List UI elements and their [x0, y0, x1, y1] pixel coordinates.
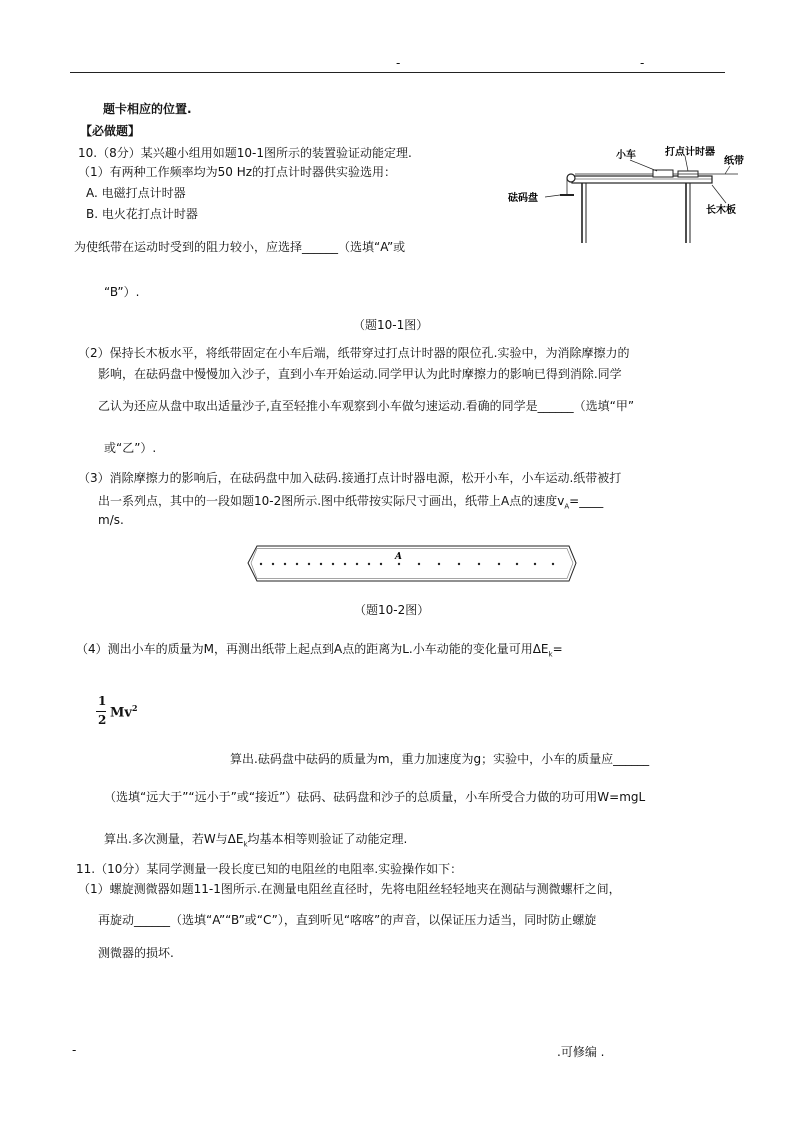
answer-blank-va: =____ — [569, 494, 604, 508]
formula-body — [110, 703, 138, 720]
figure-10-2-tape — [247, 545, 577, 582]
formula-numerator: 1 — [98, 694, 107, 708]
q10-part4-line4-end: 均基本相等则验证了动能定理. — [247, 832, 408, 846]
subscript-k-2: k — [243, 840, 248, 849]
q10-part1-prompt: 为使纸带在运动时受到的阻力较小，应选择______（选填“A”或 — [74, 240, 406, 254]
label-timer: 打点计时器 — [665, 147, 715, 158]
q10-part3-unit: m/s. — [98, 513, 124, 527]
label-pan: 砝码盘 — [508, 193, 538, 204]
formula-denominator: 2 — [98, 713, 107, 727]
cart — [653, 170, 673, 177]
q10-part2-line1: （2）保持长木板水平，将纸带固定在小车后端，纸带穿过打点计时器的限位孔.实验中，为消除摩擦力的 — [78, 346, 630, 360]
label-cart: 小车 — [616, 150, 636, 161]
option-b: B. 电火花打点计时器 — [86, 207, 198, 221]
header-mark-left: - — [396, 56, 401, 70]
q11-part1-line1: （1）螺旋测微器如题11-1图所示.在测量电阻丝直径时，先将电阻丝轻轻地夹在测砧与测微螺杆之间， — [78, 882, 621, 896]
pulley — [567, 174, 575, 182]
header-mark-right: - — [640, 56, 645, 70]
subscript-k: k — [548, 650, 553, 659]
question-11-title: 11.（10分）某同学测量一段长度已知的电阻丝的电阻率.实验操作如下： — [76, 862, 463, 876]
q10-part4-line1-text: （4）测出小车的质量为M，再测出纸带上起点到A点的距离为L.小车动能的变化量可用ΔE — [76, 642, 549, 656]
formula-exponent: 2 — [131, 703, 138, 713]
q10-part4-line4 — [104, 830, 407, 848]
formula-mv: Mv — [110, 705, 132, 721]
q10-part4-line3: （选填“远大于”“远小于”或“接近”）砝码、砝码盘和沙子的总质量，小车所受合力做的功可用W=mgL — [104, 790, 646, 804]
figure-10-1-caption: （题10-1图） — [353, 318, 429, 332]
q10-part1-prompt-end: “B”）. — [104, 285, 140, 299]
q11-part1-line3: 测微器的损坏. — [98, 946, 174, 960]
q10-part2-line4: 或“乙”）. — [104, 441, 157, 455]
footer-mark-left: - — [72, 1043, 77, 1057]
option-a: A. 电磁打点计时器 — [86, 186, 186, 200]
q11-part1-line2: 再旋动______（选填“A”“B”或“C”），直到听见“喀喀”的声音，以保证压力适当，同时防止螺旋 — [98, 913, 597, 927]
text-line-1: 题卡相应的位置. — [103, 102, 192, 116]
section-heading: 【必做题】 — [80, 124, 141, 138]
figure-10-2-caption: （题10-2图） — [354, 603, 430, 617]
q10-part1: （1）有两种工作频率均为50 Hz的打点计时器供实验选用： — [78, 165, 397, 179]
fraction-bar — [96, 711, 106, 712]
q10-part3-line1: （3）消除摩擦力的影响后，在砝码盘中加入砝码.接通打点计时器电源，松开小车，小车运动.纸带被打 — [78, 471, 622, 485]
q10-part4-line4-text: 算出.多次测量，若W与ΔE — [104, 832, 244, 846]
q10-part4-line2: 算出.砝码盘中砝码的质量为m，重力加速度为g；实验中，小车的质量应______ — [230, 752, 650, 766]
tape-point-label: A — [395, 552, 402, 562]
q10-part4-line1 — [76, 640, 563, 658]
q10-part3-line2 — [98, 492, 603, 510]
q10-part2-line3: 乙认为还应从盘中取出适量沙子,直至轻推小车观察到小车做匀速运动.看确的同学是______（选填“甲” — [98, 399, 635, 413]
header-rule — [70, 72, 725, 73]
q10-part2-line2: 影响，在砝码盘中慢慢加入沙子，直到小车开始运动.同学甲认为此时摩擦力的影响已得到消除.同学 — [98, 367, 622, 381]
subscript-a: A — [564, 502, 570, 511]
label-tape: 纸带 — [724, 156, 744, 167]
footer-text: .可修编 . — [557, 1045, 605, 1059]
figure-10-1-apparatus — [500, 140, 748, 248]
equals-sign: = — [552, 642, 563, 656]
question-10-title: 10.（8分）某兴趣小组用如题10-1图所示的装置验证动能定理. — [78, 146, 412, 160]
q10-part3-line2-text: 出一系列点，其中的一段如题10-2图所示.图中纸带按实际尺寸画出，纸带上A点的速度v — [98, 494, 565, 508]
label-board: 长木板 — [706, 205, 736, 216]
